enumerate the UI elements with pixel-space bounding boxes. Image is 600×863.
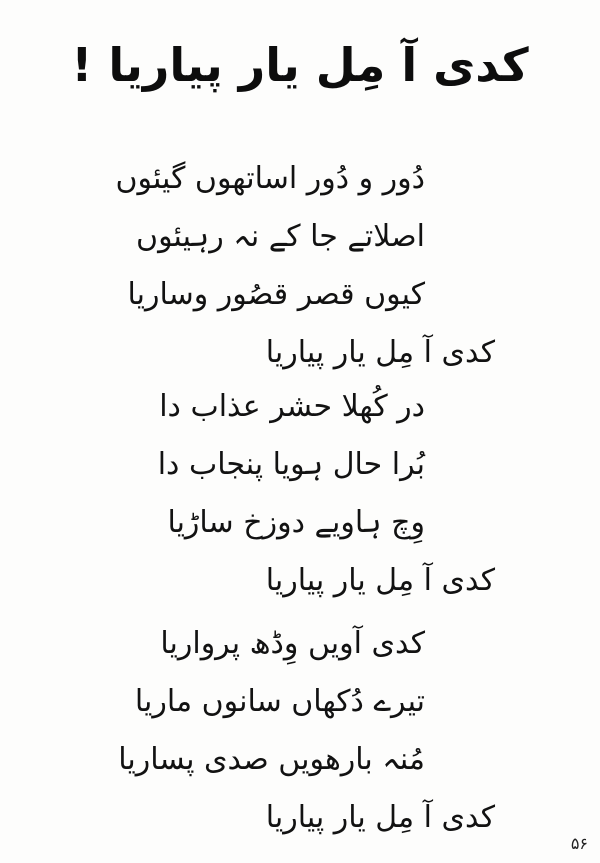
- refrain-line: کدی آ مِل یار پیاریا: [265, 335, 495, 370]
- poem-title: کدی آ مِل یار پیاریا !: [71, 38, 529, 92]
- verse-line: اصلاتے جا کے نہ رہیئوں: [136, 219, 425, 254]
- refrain-line: کدی آ مِل یار پیاریا: [265, 800, 495, 835]
- verse-line: در کُھلا حشر عذاب دا: [159, 389, 425, 424]
- verse-line: بُرا حال ہویا پنجاب دا: [157, 447, 425, 482]
- verse-line: دُور و دُور اساتھوں گیئوں: [115, 161, 425, 196]
- page-number: ۵۶: [570, 834, 588, 853]
- verse-line: کدی آویں وِڈھ پرواریا: [160, 626, 425, 661]
- stanza-1: [25, 150, 495, 382]
- stanza-3: [25, 615, 495, 847]
- verse-line: کیوں قصر قصُور وساریا: [127, 277, 425, 312]
- stanza-2: [25, 378, 495, 610]
- verse-line: تیرے دُکھاں سانوں ماریا: [134, 684, 425, 719]
- verse-line: وِچ ہاویے دوزخ ساڑیا: [167, 505, 425, 540]
- verse-line: مُنہ بارھویں صدی پساریا: [118, 742, 425, 777]
- refrain-line: کدی آ مِل یار پیاریا: [265, 563, 495, 598]
